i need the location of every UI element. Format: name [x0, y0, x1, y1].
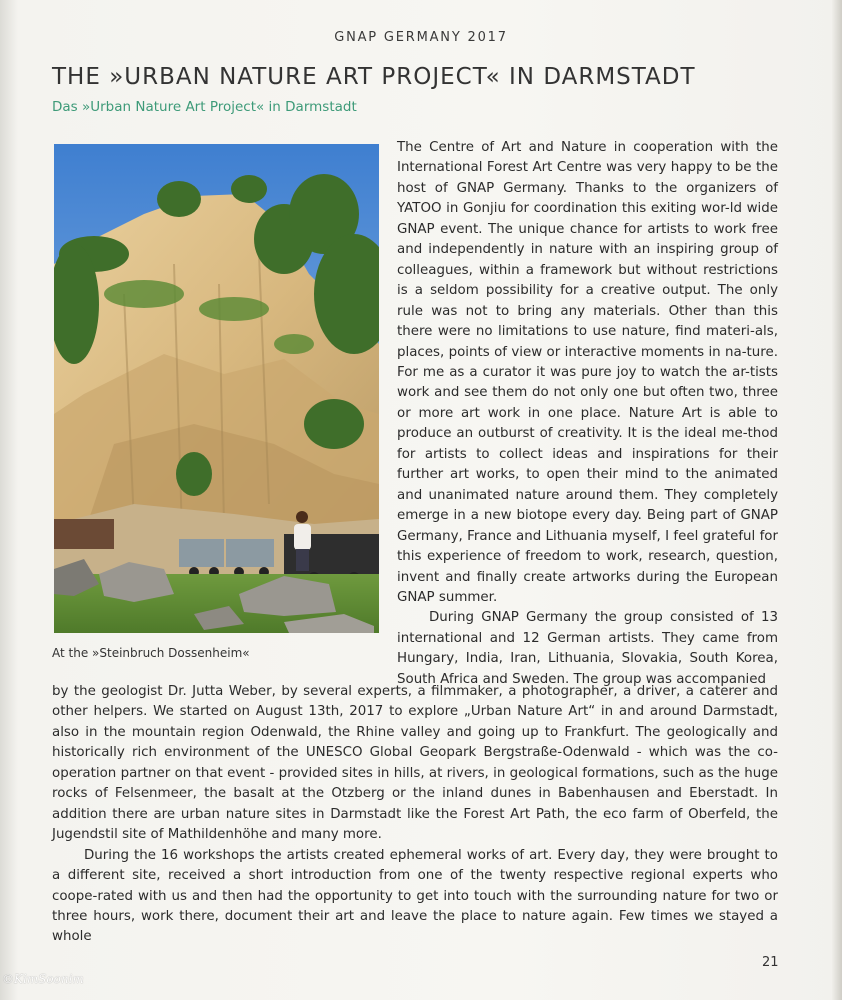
running-header: GNAP GERMANY 2017: [334, 30, 508, 45]
quarry-photo: [54, 144, 379, 633]
page-spine-shadow: [832, 0, 842, 1000]
paragraph-3: During the 16 workshops the artists created ephemeral works of art. Every day, they were brought to a different site, received a short introduction from one of the twenty respective regional experts who coope-rated with us and then had the opportunity to get into touch with the surrounding nature for two or three hours, work there, document their art and leave the place to nature again. Few times we stayed a whole: [52, 847, 778, 945]
right-text-column: [397, 138, 778, 690]
watermark: ©KimSoonim: [2, 972, 84, 986]
paragraph-2-continued: by the geologist Dr. Jutta Weber, by several experts, a filmmaker, a photographer, a driver, a caterer and other helpers. We started on August 13th, 2017 to explore „Urban Nature Art“ in and around Darmstadt, also in the mountain region Odenwald, the Rhine valley and going up to Frankfurt. The geologically and historically rich environment of the UNESCO Global Geopark Bergstraße-Odenwald - which was the co-operation partner on that event - provided sites in hills, at rivers, in geological formations, such as the huge rocks of Felsenmeer, the basalt at the Otzberg or the inland dunes in Babenhausen and Eberstadt. In addition there are urban nature sites in Darmstadt like the Forest Art Path, the eco farm of Oberfeld, the Jugendstil site of Mathildenhöhe and many more.: [52, 684, 778, 843]
article-title: THE »URBAN NATURE ART PROJECT« IN DARMSTADT: [52, 64, 696, 90]
full-width-text: [52, 682, 778, 948]
paragraph-1: The Centre of Art and Nature in cooperation with the International Forest Art Centre was very happy to be the host of GNAP Germany. Thanks to the organizers of YATOO in Gonjiu for coordination this exiting wor-ld wide GNAP event. The unique chance for artists to work free and independently in nature with an inspiring group of colleagues, within a framework but without restrictions is a seldom possibility for a creative output. The only rule was not to bring any materials. Other than this there were no limitations to use nature, find materi-als, places, points of view or interactive moments in na-ture. For me as a curator it was pure joy to watch the ar-tists work and see them do not only one but often two, three or more art work in one place. Nature Art is able to produce an outburst of creativity. It is the ideal me-thod for artists to collect ideas and inspirations for their further art works, to open their mind to the animated and unanimated nature around them. They completely emerge in a new biotope every day. Being part of GNAP Germany, France and Lithuania myself, I feel grateful for this experience of freedom to work, research, question, invent and finally create artworks during the European GNAP summer.: [397, 140, 778, 605]
photo-caption: At the »Steinbruch Dossenheim«: [52, 646, 250, 660]
page-number: 21: [762, 955, 779, 970]
article-subtitle: Das »Urban Nature Art Project« in Darmstadt: [52, 99, 357, 115]
paragraph-2-start: During GNAP Germany the group consisted of 13 international and 12 German artists. They came from Hungary, India, Iran, Lithuania, Slovakia, South Korea, South Africa and Sweden. The group was accompanied: [397, 610, 778, 687]
